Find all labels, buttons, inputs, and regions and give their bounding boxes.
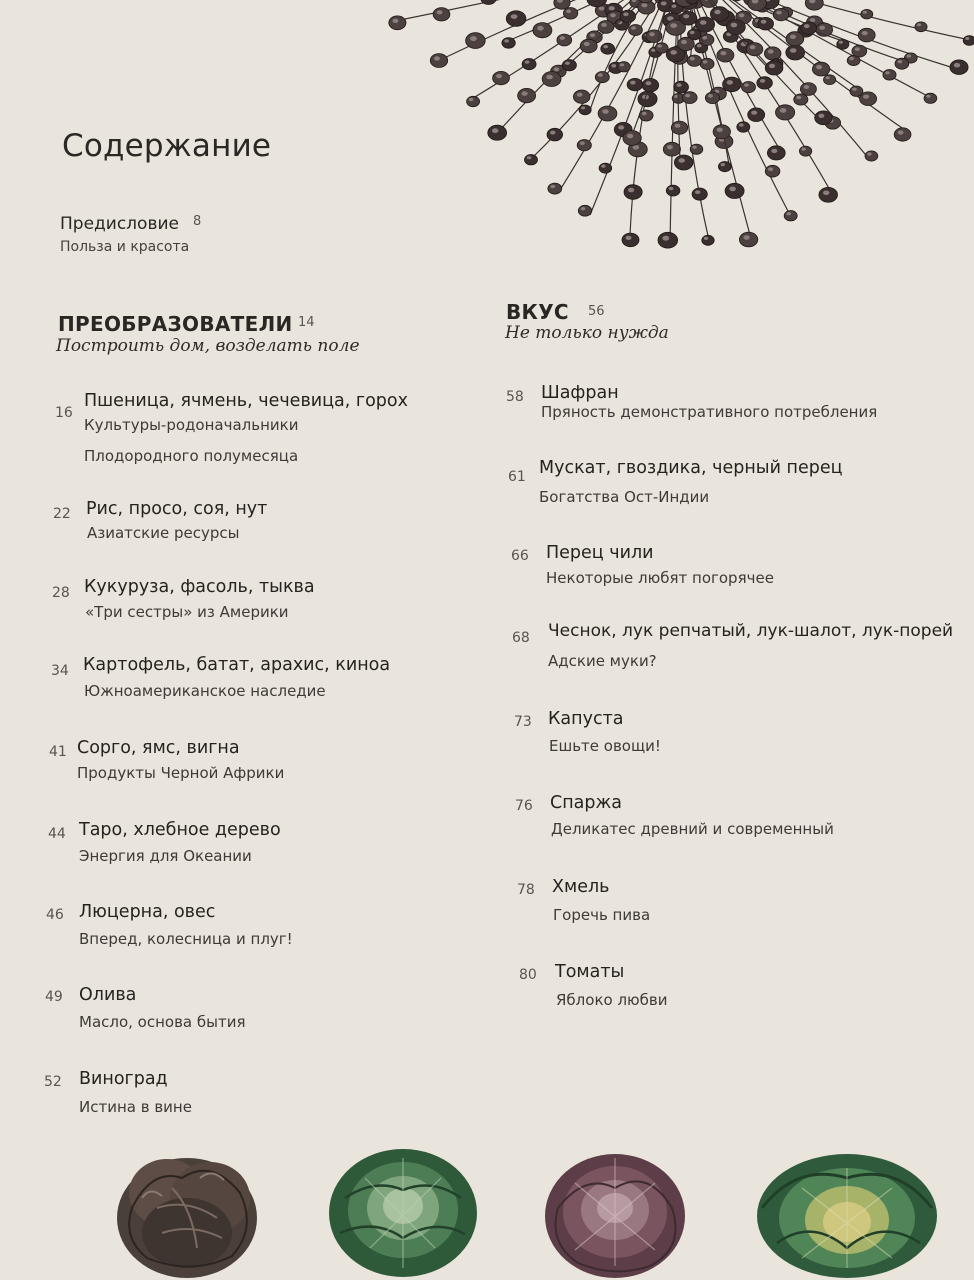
preface-title: Предисловие	[60, 214, 179, 234]
entry-page-number: 22	[53, 506, 71, 522]
preface-page-number: 8	[193, 214, 202, 229]
preface-subtitle: Польза и красота	[60, 239, 190, 255]
dark-lettuce-illustration	[112, 1138, 262, 1280]
entry-subtitle: Азиатские ресурсы	[87, 524, 240, 542]
entry-title: Люцерна, овес	[79, 902, 216, 922]
entry-subtitle: Южноамериканское наследие	[84, 682, 326, 700]
entry-page-number: 76	[515, 798, 533, 814]
entry-subtitle: Горечь пива	[553, 906, 651, 924]
entry-title: Мускат, гвоздика, черный перец	[539, 458, 843, 478]
section-title-transformers: ПРЕОБРАЗОВАТЕЛИ	[58, 312, 293, 336]
entry-subtitle: Ешьте овощи!	[549, 737, 661, 755]
entry-page-number: 46	[46, 907, 64, 923]
entry-title: Пшеница, ячмень, чечевица, горох	[84, 391, 408, 411]
entry-page-number: 73	[514, 714, 532, 730]
entry-title: Таро, хлебное дерево	[79, 820, 281, 840]
entry-title: Хмель	[552, 877, 610, 897]
entry-page-number: 61	[508, 469, 526, 485]
entry-subtitle: Пряность демонстративного потребления	[541, 403, 878, 421]
entry-page-number: 80	[519, 967, 537, 983]
entry-subtitle: Деликатес древний и современный	[551, 820, 834, 838]
entry-subtitle: Энергия для Океании	[79, 847, 252, 865]
savoy-cabbage-illustration	[752, 1138, 942, 1280]
entry-title: Томаты	[555, 962, 625, 982]
entry-title: Чеснок, лук репчатый, лук-шалот, лук-порей	[548, 621, 954, 641]
section-subtitle: Не только нужда	[505, 323, 669, 343]
entry-subtitle: Яблоко любви	[556, 991, 668, 1009]
entry-title: Виноград	[79, 1069, 168, 1089]
entry-title: Сорго, ямс, вигна	[77, 738, 240, 758]
entry-page-number: 49	[45, 989, 63, 1005]
entry-subtitle: Масло, основа бытия	[79, 1013, 246, 1031]
entry-page-number: 66	[511, 548, 529, 564]
entry-title: Спаржа	[550, 793, 622, 813]
section-page-number: 56	[588, 304, 605, 319]
entry-title: Перец чили	[546, 543, 654, 563]
entry-page-number: 68	[512, 630, 530, 646]
entry-page-number: 41	[49, 744, 67, 760]
entry-subtitle: Культуры-родоначальники Плодородного полумесяца	[84, 416, 299, 465]
entry-title: Олива	[79, 985, 137, 1005]
entry-title: Капуста	[548, 709, 624, 729]
entry-title: Картофель, батат, арахис, киноа	[83, 655, 391, 675]
entry-subtitle: Вперед, колесница и плуг!	[79, 930, 293, 948]
entry-subtitle: Богатства Ост-Индии	[539, 488, 710, 506]
entry-page-number: 78	[517, 882, 535, 898]
entry-subtitle: Адские муки?	[548, 652, 657, 670]
entry-subtitle: Продукты Черной Африки	[77, 764, 285, 782]
entry-subtitle: Истина в вине	[79, 1098, 192, 1116]
page-title: Содержание	[62, 128, 272, 164]
entry-page-number: 34	[51, 663, 69, 679]
section-subtitle: Построить дом, возделать поле	[56, 336, 360, 356]
entry-page-number: 52	[44, 1074, 62, 1090]
purple-cabbage-illustration	[540, 1138, 690, 1280]
entry-title: Шафран	[541, 383, 619, 403]
leaf-branch-illustration	[360, 0, 974, 270]
entry-subtitle: «Три сестры» из Америки	[85, 603, 289, 621]
section-page-number: 14	[298, 315, 315, 330]
entry-title: Рис, просо, соя, нут	[86, 499, 268, 519]
entry-title: Кукуруза, фасоль, тыква	[84, 577, 315, 597]
section-title-taste: ВКУС	[506, 300, 569, 324]
entry-page-number: 16	[55, 405, 73, 421]
green-cabbage-illustration	[325, 1138, 480, 1280]
entry-page-number: 44	[48, 826, 66, 842]
entry-page-number: 28	[52, 585, 70, 601]
entry-page-number: 58	[506, 389, 524, 405]
entry-subtitle: Некоторые любят погорячее	[546, 569, 774, 587]
